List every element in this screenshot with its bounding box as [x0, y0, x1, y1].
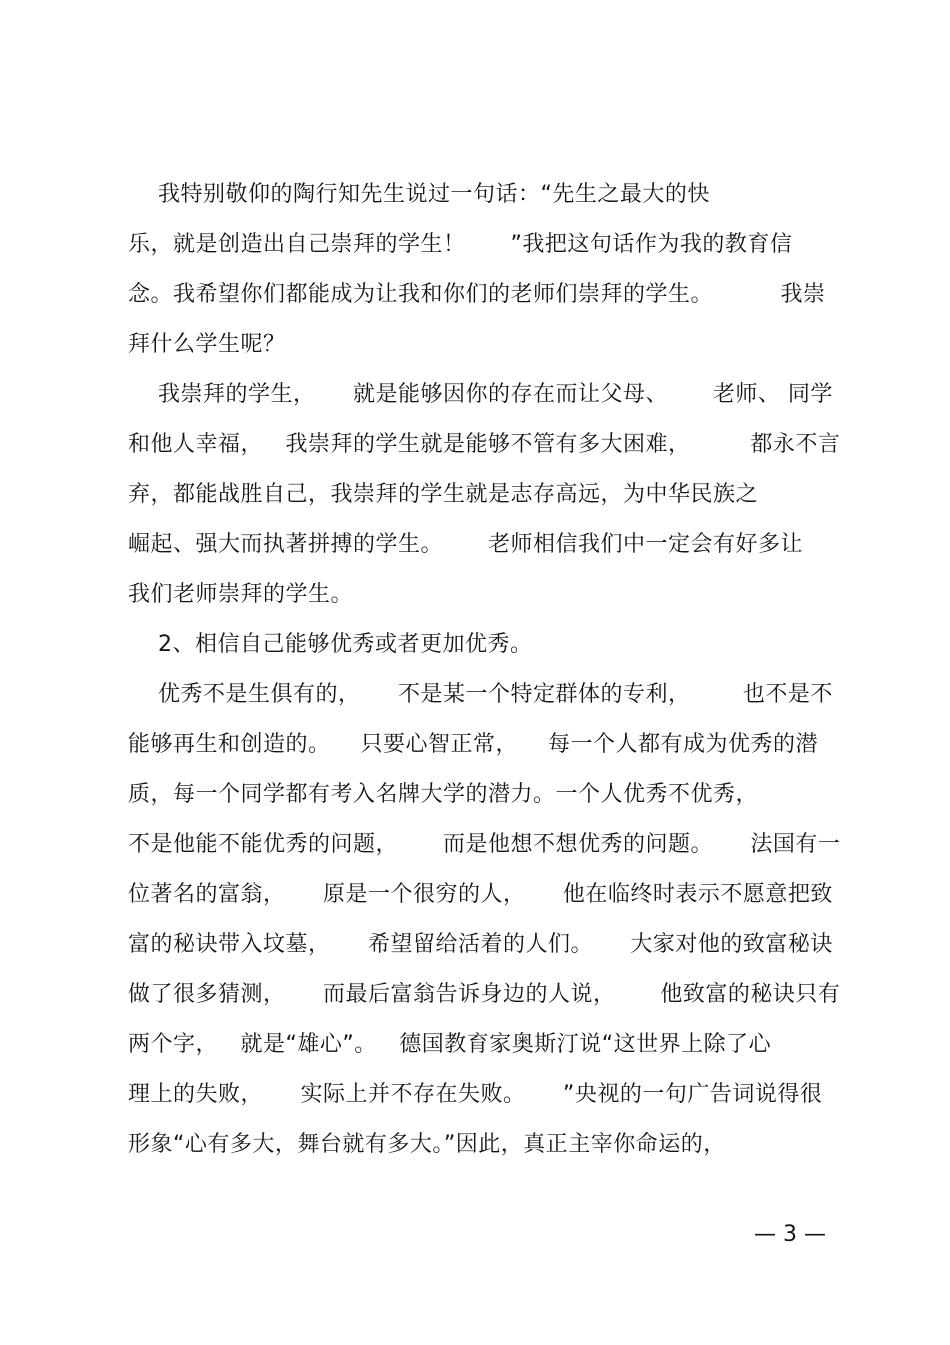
text-line: 和他人幸福， 我崇拜的学生就是能够不管有多大困难， 都永不言 [128, 432, 841, 457]
text-line: 我们老师崇拜的学生。 [128, 582, 354, 607]
section-heading: 2、相信自己能够优秀或者更加优秀。 [128, 632, 533, 657]
text-line: 我崇拜的学生， 就是能够因你的存在而让父母、 老师、 同学 [128, 382, 833, 407]
text-line: 弃，都能战胜自己，我崇拜的学生就是志存高远，为中华民族之 [128, 482, 759, 507]
text-line: 两个字， 就是“雄心”。 德国教育家奥斯汀说“这世界上除了心 [128, 1032, 772, 1057]
text-line: 崛起、强大而执著拼搏的学生。 老师相信我们中一定会有好多让 [128, 532, 803, 557]
text-line: 形象“心有多大，舞台就有多大。”因此，真正主宰你命运的， [128, 1132, 726, 1157]
text-line: 位著名的富翁， 原是一个很穷的人， 他在临终时表示不愿意把致 [128, 882, 833, 907]
text-line: 我特别敬仰的陶行知先生说过一句话：“先生之最大的快 [128, 182, 710, 207]
text-line: 质，每一个同学都有考入名牌大学的潜力。一个人优秀不优秀， [128, 782, 759, 807]
text-line: 理上的失败， 实际上并不存在失败。 ”央视的一句广告词说得很 [128, 1082, 823, 1107]
text-line: 能够再生和创造的。 只要心智正常， 每一个人都有成为优秀的潜 [128, 732, 818, 757]
text-line: 念。我希望你们都能成为让我和你们的老师们崇拜的学生。 我崇 [128, 282, 826, 307]
text-line: 乐，就是创造出自己崇拜的学生！ ”我把这句话作为我的教育信 [128, 232, 793, 257]
text-line: 拜什么学生呢？ [128, 332, 286, 357]
page-number: — 3 — [754, 1222, 826, 1247]
text-line: 做了很多猜测， 而最后富翁告诉身边的人说， 他致富的秘诀只有 [128, 982, 841, 1007]
text-line: 优秀不是生俱有的， 不是某一个特定群体的专利， 也不是不 [128, 682, 833, 707]
text-line: 不是他能不能优秀的问题， 而是他想不想优秀的问题。 法国有一 [128, 832, 841, 857]
text-line: 富的秘诀带入坟墓， 希望留给活着的人们。 大家对他的致富秘诀 [128, 932, 833, 957]
